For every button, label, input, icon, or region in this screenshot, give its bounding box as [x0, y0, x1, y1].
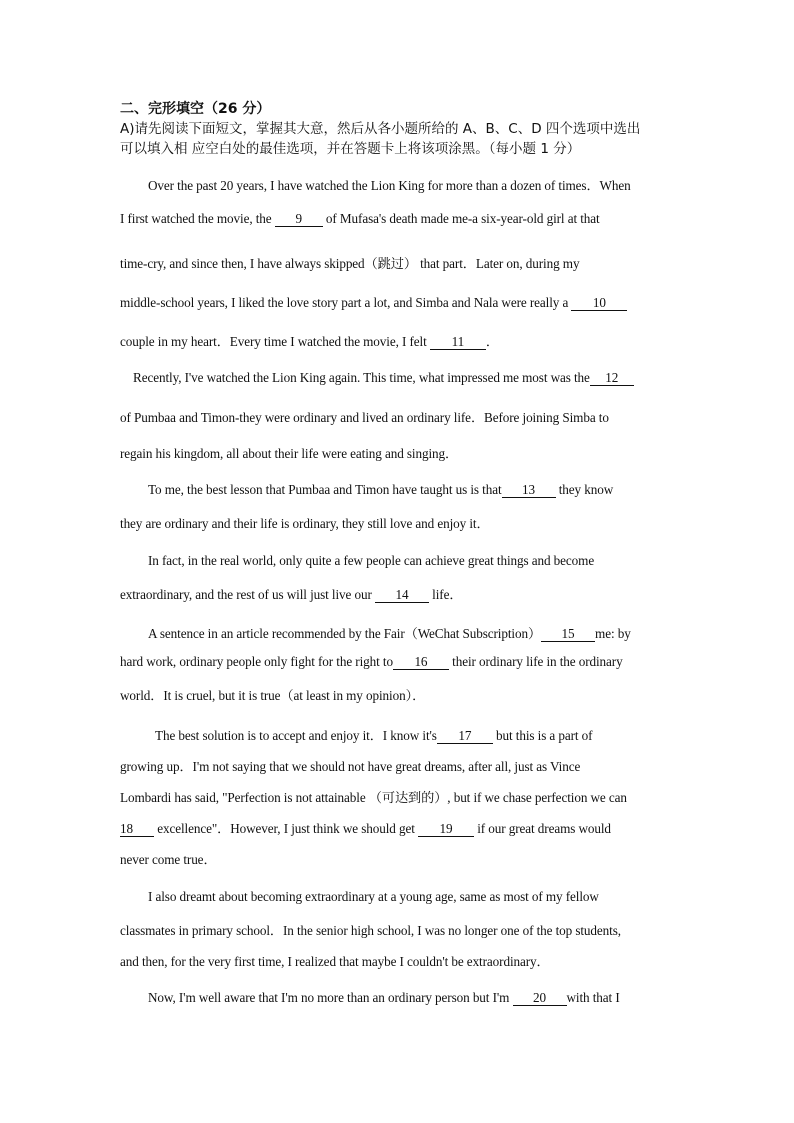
blank-12[interactable]: 12: [590, 371, 634, 386]
passage-line: couple in my heart．Every time I watched the movie, I felt 11 ．: [120, 334, 499, 349]
blank-15[interactable]: 15: [541, 627, 595, 642]
passage-line: hard work, ordinary people only fight for the right to 16 their ordinary life in the ordinary: [120, 654, 623, 669]
passage-line: Lombardi has said, "Perfection is not attainable （可达到的）, but if we chase perfection we can: [120, 790, 627, 805]
blank-19[interactable]: 19: [418, 822, 474, 837]
passage-line: regain his kingdom, all about their life were eating and singing．: [120, 446, 459, 461]
passage-line: time-cry, and since then, I have always skipped（跳过） that part．Later on, during my: [120, 256, 580, 271]
blank-17[interactable]: 17: [437, 729, 493, 744]
blank-9[interactable]: 9: [275, 212, 323, 227]
instructions-line-2: 可以填入相 应空白处的最佳选项，并在答题卡上将该项涂黑。（每小题 1 分）: [120, 141, 581, 157]
blank-14[interactable]: 14: [375, 588, 429, 603]
blank-16[interactable]: 16: [393, 655, 449, 670]
blank-20[interactable]: 20: [513, 991, 567, 1006]
passage-line: In fact, in the real world, only quite a few people can achieve great things and become: [148, 553, 595, 568]
blank-11[interactable]: 11: [430, 335, 486, 350]
passage-line: of Pumbaa and Timon-they were ordinary and lived an ordinary life．Before joining Simba to: [120, 410, 609, 425]
passage-line: they are ordinary and their life is ordinary, they still love and enjoy it．: [120, 516, 490, 531]
passage-line: Now, I'm well aware that I'm no more than an ordinary person but I'm 20 with that I: [148, 990, 620, 1005]
passage-line: The best solution is to accept and enjoy it．I know it's 17 but this is a part of: [155, 728, 593, 743]
passage-line: A sentence in an article recommended by the Fair（WeChat Subscription） 15 me: by: [148, 626, 631, 641]
passage-line: classmates in primary school．In the senior high school, I was no longer one of the top students,: [120, 923, 621, 938]
passage-line: growing up．I'm not saying that we should not have great dreams, after all, just as Vince: [120, 759, 581, 774]
passage-line: I first watched the movie, the 9 of Mufasa's death made me-a six-year-old girl at that: [120, 211, 600, 226]
blank-13[interactable]: 13: [502, 483, 556, 498]
passage-line: never come true．: [120, 852, 217, 867]
passage-line: 18 excellence"．However, I just think we should get 19 if our great dreams would: [120, 821, 611, 836]
instructions-line-1: A)请先阅读下面短文，掌握其大意，然后从各小题所给的 A、B、C、D 四个选项中选出: [120, 121, 641, 137]
blank-18[interactable]: 18: [120, 822, 154, 837]
passage-line: extraordinary, and the rest of us will just live our 14 life．: [120, 587, 463, 602]
passage-line: middle-school years, I liked the love story part a lot, and Simba and Nala were really a 10: [120, 295, 627, 311]
passage-line: world．It is cruel, but it is true（at least in my opinion）．: [120, 688, 426, 703]
passage-line: and then, for the very first time, I realized that maybe I couldn't be extraordinary．: [120, 954, 550, 969]
passage-line: Over the past 20 years, I have watched the Lion King for more than a dozen of times．When: [148, 178, 631, 193]
blank-10[interactable]: 10: [571, 296, 627, 311]
passage-line: I also dreamt about becoming extraordinary at a young age, same as most of my fellow: [148, 889, 599, 904]
passage-line: To me, the best lesson that Pumbaa and Timon have taught us is that 13 they know: [148, 482, 614, 497]
section-heading: 二、完形填空（26 分）: [120, 101, 271, 117]
passage-line: Recently, I've watched the Lion King again. This time, what impressed me most was the 12: [133, 370, 634, 386]
